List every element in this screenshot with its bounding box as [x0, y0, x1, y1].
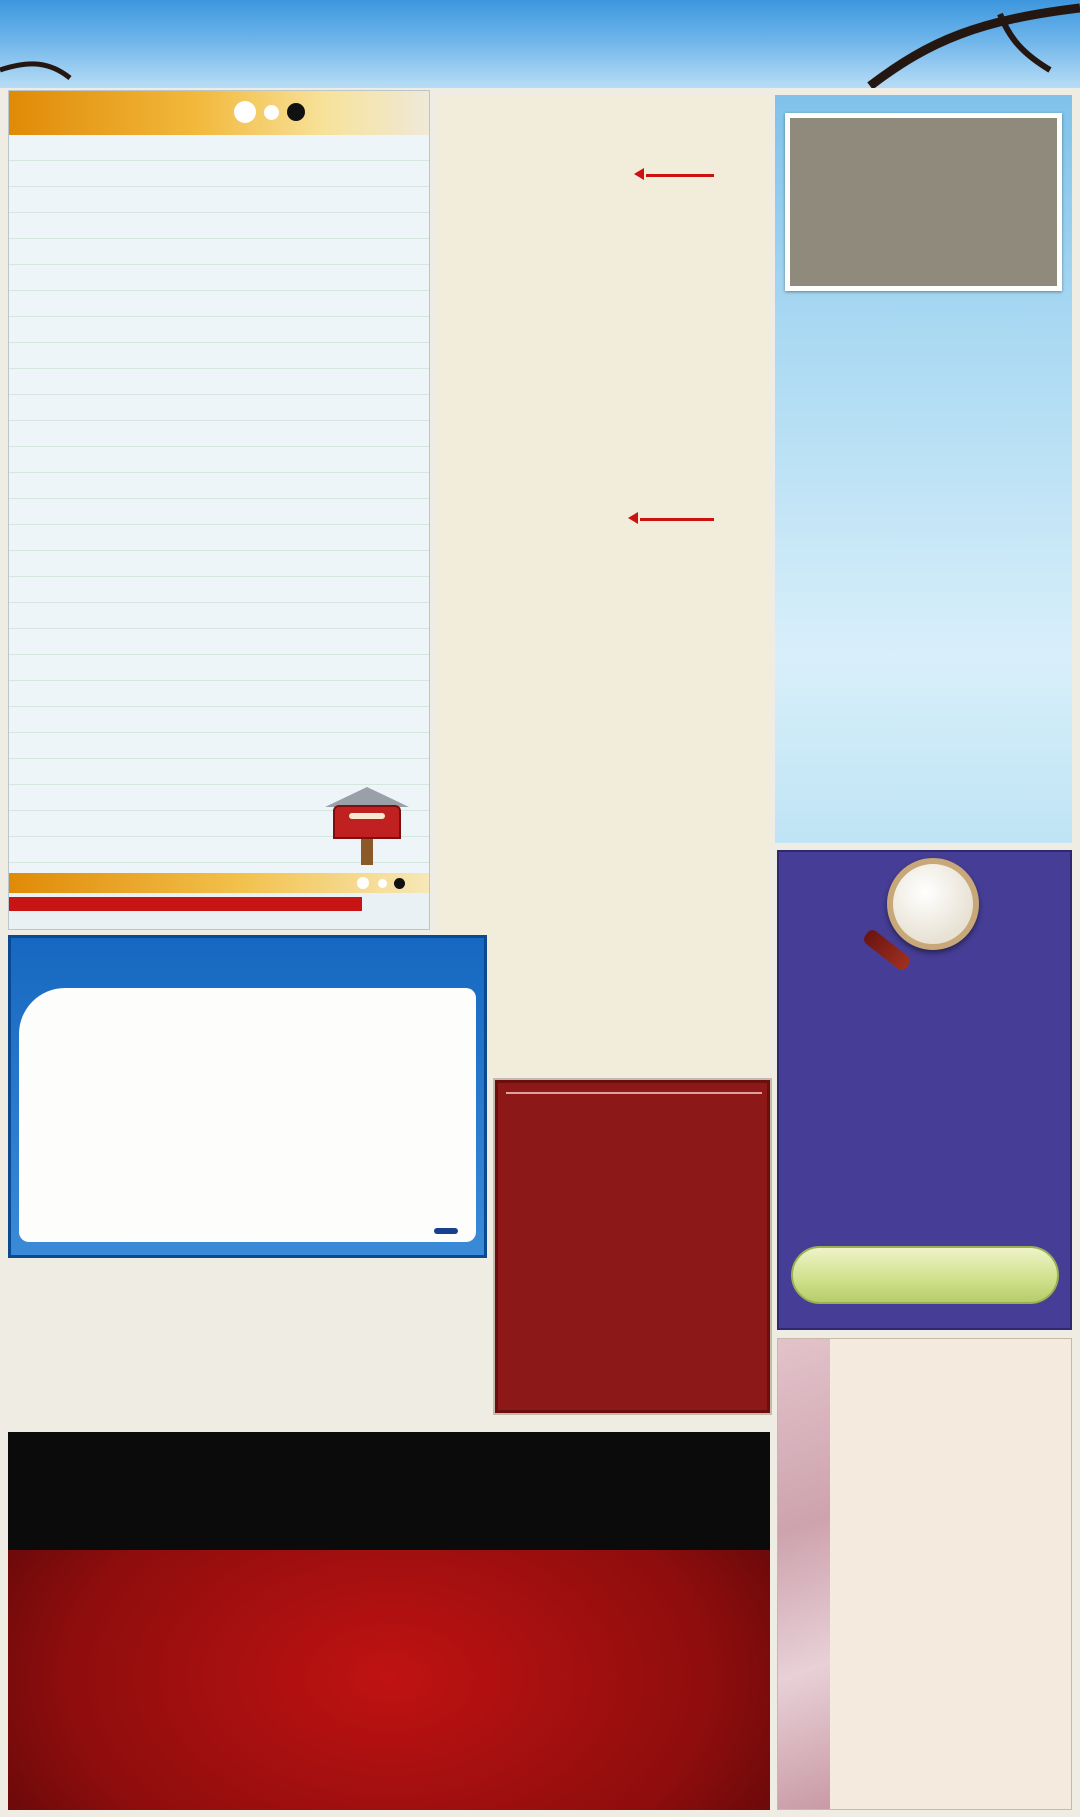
hexagram-block	[33, 998, 97, 1004]
flystar-title	[38, 1450, 48, 1468]
zodiac-taiji-diagram	[473, 327, 685, 539]
dot-white-large	[234, 101, 256, 123]
edition-date	[10, 14, 20, 36]
readers-title-bar	[9, 91, 429, 135]
lotus-compass-diagram	[451, 103, 659, 321]
luoshu-compass-diagram	[278, 1582, 493, 1802]
stones-photo	[785, 113, 1062, 291]
dead-numbers-grid	[506, 1092, 762, 1094]
tips-panel	[19, 988, 476, 1242]
wangma-recommended-balls	[791, 1246, 1059, 1304]
qiankun-decode-section	[437, 95, 770, 1075]
dot-white-large	[357, 877, 369, 889]
letters-paper	[9, 135, 429, 873]
dot-white-small	[264, 105, 279, 120]
pointer-arrow-south	[634, 168, 644, 180]
hot-number-tracking-section	[777, 850, 1072, 1330]
letters-column-right	[226, 145, 421, 873]
dot-black	[394, 878, 405, 889]
readers-red-bar	[9, 897, 362, 911]
proverb-vertical-text	[836, 1367, 1061, 1697]
flystar-black-band	[8, 1432, 770, 1550]
zodiac-wheel-wrap	[447, 327, 710, 544]
pointer-line-day	[640, 518, 714, 521]
tips-recommendation-row	[434, 1228, 464, 1234]
mailbox-illustration	[319, 787, 415, 865]
palm-reading-hand	[528, 1560, 758, 1800]
dot-black	[287, 103, 305, 121]
pointer-line-south	[646, 174, 714, 177]
letters-column-left	[19, 145, 214, 873]
readers-bottom-bar	[9, 873, 429, 893]
dead-numbers-section	[495, 1080, 770, 1413]
dot-white-small	[378, 879, 387, 888]
qiankun-side-rail	[706, 150, 768, 690]
pointer-arrow-day	[628, 512, 638, 524]
wangma-vertical-text	[787, 966, 1062, 1238]
page-header	[0, 0, 1080, 88]
readers-letters-section	[8, 90, 430, 930]
stone-numbers-section	[775, 95, 1072, 843]
flying-star-section	[8, 1432, 770, 1810]
marble-strip	[778, 1339, 830, 1809]
blossom-branch-art	[0, 0, 1080, 88]
tips-title-bar	[11, 938, 484, 988]
recommend-label	[434, 1228, 458, 1234]
wangma-title-row	[787, 858, 1062, 962]
magnifier-icon	[887, 858, 979, 950]
tips-king-section	[8, 935, 487, 1258]
proverb-section	[777, 1338, 1072, 1810]
